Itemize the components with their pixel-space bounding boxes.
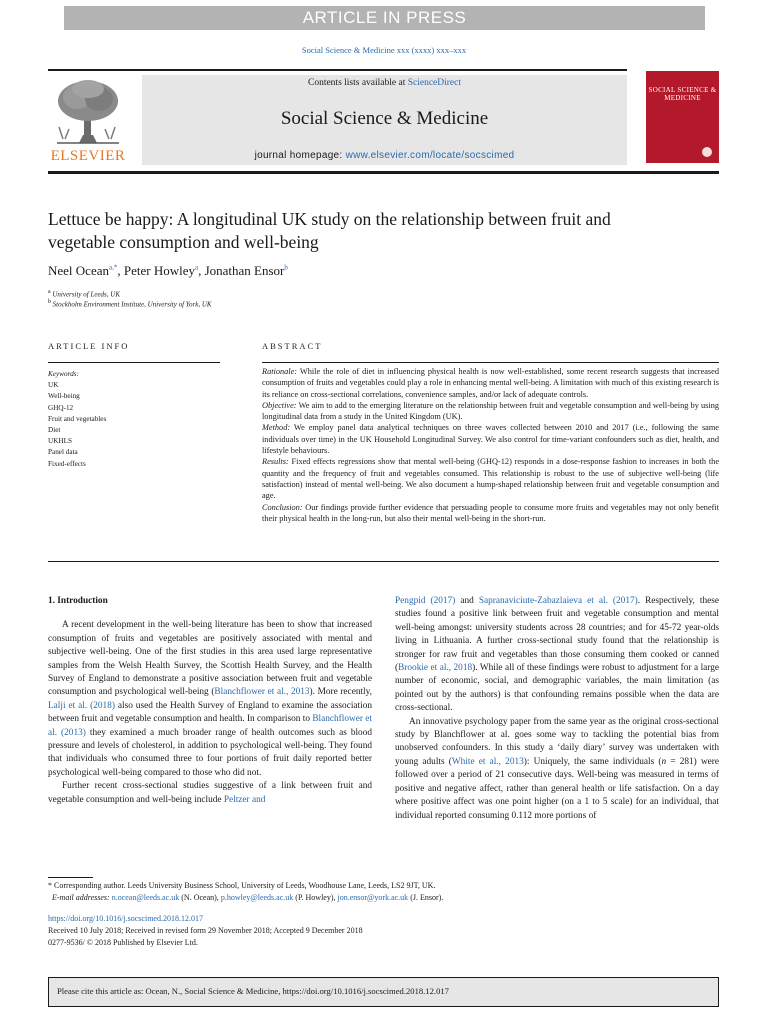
author-affiliation-marker[interactable]: a: [194, 263, 199, 272]
article-info-heading: ARTICLE INFO: [48, 341, 130, 351]
abstract-section-text: We employ panel data analytical techniques on three waves collected between 2010 and 2017 (i.e., following the same individuals over time) in the UK Household Longitudinal Survey. We also control for time-variant confounders such as diet, health, and lifestyle behaviours.: [262, 423, 719, 456]
email-link[interactable]: p.howley@leeds.ac.uk: [220, 893, 294, 902]
corresponding-author-note: * Corresponding author. Leeds University Business School, University of Leeds, Woodhouse Lane, Leeds, LS2 9JT, UK.: [48, 881, 436, 890]
abstract-bottom-rule: [48, 561, 719, 562]
abstract-section-label: Rationale:: [262, 367, 298, 376]
abstract-heading: ABSTRACT: [262, 341, 323, 351]
journal-title: Social Science & Medicine: [280, 108, 489, 129]
author-affiliation-marker[interactable]: a,*: [109, 263, 118, 272]
abstract-section-text: We aim to add to the emerging literature on the relationship between fruit and vegetable consumption and well-being by using longitudinal data from a study in the United Kingdom (UK).: [262, 400, 719, 422]
keyword: Diet: [48, 426, 61, 435]
doi-link[interactable]: https://doi.org/10.1016/j.socscimed.2018.12.017: [48, 914, 203, 923]
author-affiliation-marker[interactable]: b: [284, 263, 288, 272]
email-link[interactable]: n.ocean@leeds.ac.uk: [111, 893, 180, 902]
sciencedirect-link[interactable]: ScienceDirect: [407, 78, 461, 88]
abstract-section: [262, 422, 719, 456]
abstract-section-label: Results:: [262, 457, 289, 467]
abstract-section: [262, 366, 719, 400]
abstract-section-label: Conclusion:: [262, 502, 303, 512]
abstract-body: [262, 366, 719, 524]
abstract-section-label: Method:: [262, 423, 291, 433]
section-heading-introduction: 1. Introduction: [48, 596, 108, 606]
author-name[interactable]: Neel Ocean: [48, 263, 109, 278]
citation-link[interactable]: Peltzer and: [223, 794, 266, 805]
received-dates: Received 10 July 2018; Received in revised form 29 November 2018; Accepted 9 December 2018: [48, 926, 363, 936]
body-text: and: [455, 596, 479, 606]
body-text: . Respectively, these studies found a positive link between fruit and vegetable consumption and mental well-being amongst: university students across 28 countries; and for 45-72 year-olds living in Lithuania. A further cross-sectional study found that the relationship is stronger for raw fruit and vegetables than those consuming them cooked or canned (: [395, 596, 719, 674]
citation-link[interactable]: Blanchflower et al. (2013): [48, 714, 372, 738]
affiliation-a: $^a$ University of Leeds, UK: [48, 289, 121, 299]
article-in-press-banner: ARTICLE IN PRESS: [64, 6, 705, 30]
abstract-section-label: Objective:: [262, 400, 297, 410]
abstract-section: [262, 456, 719, 501]
keyword: Fixed-effects: [48, 459, 86, 468]
keyword: Well-being: [48, 392, 80, 401]
email-addresses: E-mail addresses: n.ocean@leeds.ac.uk (N. Ocean), p.howley@leeds.ac.uk (P. Howley), jon.ensor@york.ac.uk (J. Ensor).: [52, 893, 444, 902]
keyword: Fruit and vegetables: [48, 414, 107, 423]
abstract-section-text: Our findings provide further evidence that persuading people to consume more fruits and vegetables may not only benefit their physical health in the long-run, but also their mental well-being in the short-run.: [262, 502, 719, 523]
body-text: A recent development in the well-being literature has been to show that increased consumption of fruits and vegetables are positively associated with mental and subjective well-being. One of the first studies in this area used large representative samples from the Welsh Health Survey, the Scottish Health Survey, and the Health Survey of England to demonstrate a positive association between fruit and vegetable consumption and psychological well-being (: [48, 620, 372, 698]
body-text: ). More recently,: [309, 687, 372, 698]
copyright-line: 0277-9536/ © 2018 Published by Elsevier Ltd.: [48, 938, 198, 948]
body-paragraph: [395, 595, 719, 716]
body-paragraph: [395, 716, 719, 823]
abstract-section-text: Fixed effects regressions show that mental well-being (GHQ-12) responds in a dose-response fashion to increases in both the quantity and the frequency of fruit and vegetables consumed. This relationship is robust to the use of subjective well-being (life satisfaction) instead of mental well-being. We also document a hump-shaped relationship between fruit and vegetable consumption and age.: [262, 457, 719, 501]
keyword: UK: [48, 381, 59, 390]
keywords-label: Keywords:: [48, 370, 79, 378]
body-text: ). While all of these findings were robust to adjustment for a large number of economic, social, and demographic variables, the main limitation (as pointed out by the authors) is that confounding remains possible when the data are cross-sectional.: [395, 663, 719, 714]
author-name[interactable]: Peter Howley: [123, 263, 195, 278]
body-paragraph: [48, 619, 372, 780]
email-owner: (N. Ocean),: [179, 893, 221, 902]
citation-link[interactable]: White et al., 2013: [451, 756, 524, 767]
keyword: GHQ-12: [48, 403, 74, 412]
citation-link[interactable]: Brookie et al., 2018: [398, 663, 473, 674]
footnotes: [48, 880, 443, 904]
body-text: ): Uniquely, the same individuals (: [523, 756, 662, 767]
cover-title: SOCIAL SCIENCE & MEDICINE: [648, 86, 717, 102]
abstract-section-text: While the role of diet in influencing physical health is now well-established, some recent research suggests that increased consumption of fruits and vegetables could play a role in enhancing mental well-being. A limitation with much of this existing research is its reliance on cross-sectional correlations, convenience samples, and/or lack of adequate controls.: [262, 367, 719, 399]
body-text: An innovative psychology paper from the same year as the original cross-sectional study by Blanchflower at al. goes some way to tackling the potential bias from unobserved confounders. In this study a ‘daily diary’ survey was undertaken with young adults (: [395, 716, 719, 767]
email-owner: (J. Ensor).: [408, 893, 444, 902]
keywords-block: [48, 369, 106, 470]
citation-link[interactable]: Blanchflower et al., 2013: [214, 687, 310, 698]
cover-seal-icon: [702, 147, 712, 157]
body-left-column: [48, 595, 372, 807]
body-italic: n: [661, 756, 667, 767]
abstract-rule: [262, 362, 719, 363]
journal-cover-thumbnail[interactable]: [646, 71, 719, 163]
body-text: they examined a much broader range of health outcomes such as blood pressure and levels of cholesterol, in addition to psychological well-being. They found that individuals who consumed three to four portions of fruit daily reported better psychological well-being compared to those who did not.: [48, 727, 372, 778]
article-title: Lettuce be happy: A longitudinal UK study on the relationship between fruit and vegetable consumption and well-being: [48, 209, 611, 252]
body-right-column: [395, 595, 719, 823]
body-text: Further recent cross-sectional studies suggestive of a link between fruit and vegetable consumption and well-being include: [48, 781, 372, 805]
elsevier-wordmark: ELSEVIER: [50, 148, 126, 164]
header-bottom-rule: [48, 171, 719, 174]
journal-homepage-link[interactable]: www.elsevier.com/locate/socscimed: [345, 150, 515, 161]
author-name[interactable]: Jonathan Ensor: [204, 263, 285, 278]
contents-available-line: Contents lists available at ScienceDirect: [307, 78, 461, 88]
keyword: Panel data: [48, 448, 78, 457]
email-link[interactable]: jon.ensor@york.ac.uk: [337, 893, 409, 902]
abstract-section: [262, 400, 719, 423]
email-owner: (P. Howley),: [293, 893, 338, 902]
tree-icon: [49, 77, 127, 149]
footnote-rule: [48, 877, 93, 878]
article-history: [48, 913, 363, 950]
journal-reference-link[interactable]: Social Science & Medicine xxx (xxxx) xxx–xxx: [301, 45, 467, 55]
affiliation-b: $^b$ Stockholm Environment Institute, University of York, UK: [48, 299, 212, 309]
body-text: also used the Health Survey of England to examine the association between fruit and vegetable consumption and health. In comparison to: [48, 700, 372, 725]
journal-homepage-line: journal homepage: www.elsevier.com/locate/socscimed: [254, 150, 515, 161]
author-list: Neel Ocean$^{a,*}$, Peter Howley$^a$, Jonathan Ensor$^b$: [48, 263, 288, 278]
citation-link[interactable]: Sapranaviciute-Zabazlaieva et al. (2017): [478, 596, 638, 606]
body-paragraph: [48, 780, 372, 807]
keyword: UKHLS: [48, 437, 72, 446]
citation-box: Please cite this article as: Ocean, N., Social Science & Medicine, https://doi.org/10.1016/j.socscimed.2018.12.017: [48, 977, 719, 1007]
citation-link[interactable]: Lalji et al. (2018): [48, 700, 115, 711]
abstract-section: [262, 502, 719, 525]
citation-link[interactable]: Pengpid (2017): [395, 596, 456, 606]
article-info-rule: [48, 362, 220, 363]
header-rule: [48, 69, 627, 71]
body-text: = 281) were followed over a period of 21 consecutive days. Well-being was measured in terms of positive and negative affect, rather than general health or life satisfaction. On a day where positive affect was one point higher (on a 1 to 5 scale) for an individual, that individual reported consuming 0.112 more portions of: [395, 756, 720, 821]
